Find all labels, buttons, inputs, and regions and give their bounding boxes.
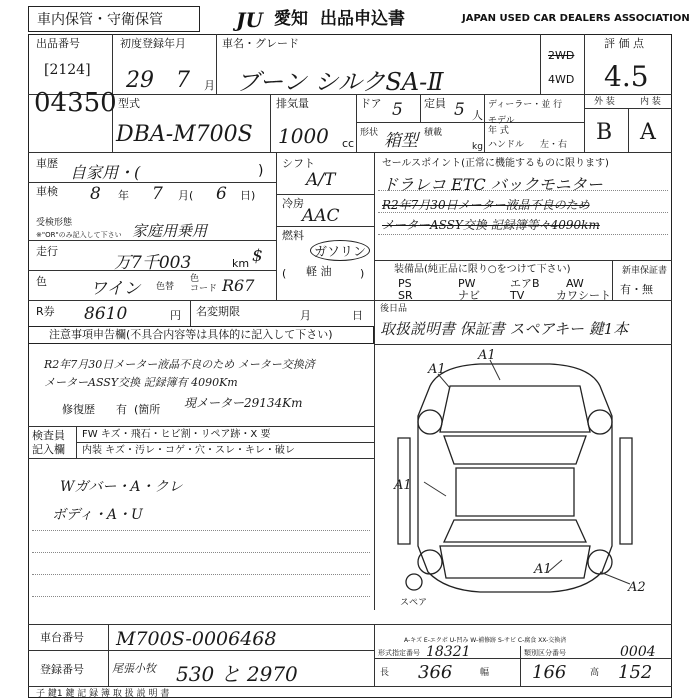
history-close: ) — [258, 163, 264, 179]
repair-label: 修復歴 — [62, 403, 95, 416]
grade-label: 評 価 点 — [604, 37, 644, 50]
shape-label: 形状 — [360, 128, 379, 138]
recycle-unit: 円 — [170, 309, 181, 322]
color-code-label2: コード — [190, 284, 218, 294]
dealer-label: ディーラー・並 行 — [488, 100, 563, 110]
checker-row2: 内装 キズ・汚レ・コゲ・穴・スレ・キレ・破レ — [82, 445, 295, 456]
equipment-label: 装備品(純正品に限り○をつけて下さい) — [394, 264, 571, 275]
height-value: 152 — [618, 662, 653, 683]
load-unit: kg — [472, 142, 483, 152]
car-name-value: ブーン シルクSA-Ⅱ — [236, 68, 444, 96]
capacity-value: 5 — [454, 100, 465, 120]
damage-mark-5: A2 — [628, 580, 646, 595]
checker-row1: FW キズ・飛石・ヒビ割・リペア跡・X 要 — [82, 429, 271, 440]
height-label: 高 — [590, 668, 600, 678]
notice-line1: R2年7月30日メーター液晶不良のため メーター交換済 — [44, 358, 315, 371]
lot-number: 04350 — [34, 88, 117, 118]
selling-points-line2: R2年7月30日メーター液晶不良のため — [382, 198, 590, 212]
displacement-label: 排気量 — [276, 97, 309, 110]
warranty-label: 新車保証書 — [622, 266, 668, 276]
width-value: 166 — [532, 662, 567, 683]
doc-title: 出品申込書 — [320, 9, 405, 29]
registration-month-unit: 月 — [204, 79, 215, 92]
chassis-value: M700S-0006468 — [116, 628, 277, 650]
fuel-paren-open: ( — [282, 267, 287, 280]
damage-mark-2: A1 — [478, 348, 496, 363]
ac-label: 冷房 — [282, 197, 304, 210]
footer-text: 子 鍵1 鍵 記 録 簿 取 扱 説 明 書 — [36, 689, 170, 699]
inspection-day: 6 — [216, 184, 227, 204]
equipment-aw: AW — [566, 277, 584, 290]
shape-value: 箱型 — [384, 131, 418, 151]
plate-label: 登録番号 — [40, 663, 84, 676]
notice-header — [28, 326, 374, 344]
damage-legend: A-キズ E-エクボ U-凹み W-補修跡 S-サビ C-腐食 XX-交換済 — [404, 637, 567, 644]
equipment-tv: TV — [510, 289, 525, 302]
color-label: 色 — [36, 275, 47, 288]
fuel-paren-close: ) — [360, 267, 365, 280]
checker-note2: ボディ・A・U — [52, 507, 143, 523]
storage-tag — [28, 6, 200, 32]
selling-points-line3: メーターASSY交換 記録簿等々4090km — [382, 218, 600, 232]
model-year-label1: モデル — [488, 116, 515, 126]
capacity-unit: 人 — [472, 109, 483, 122]
equipment-airbag: エアB — [510, 277, 540, 290]
inspection-day-unit: 日) — [240, 189, 256, 202]
damage-mark-4: A1 — [534, 562, 552, 577]
ju-logo-mark: JU — [236, 8, 263, 32]
fuel-diesel: 軽 油 — [306, 265, 332, 278]
repair-part: (箇所 — [134, 403, 161, 416]
shift-label: シフト — [282, 157, 315, 170]
cert-value: 18321 — [426, 644, 471, 660]
model-year-label2: 年 式 — [488, 126, 509, 136]
cert-label: 形式指定番号 — [378, 649, 420, 657]
interior-label: 内 装 — [640, 97, 661, 107]
color-code-label1: 色 — [190, 274, 200, 284]
inspection-month-unit: 月( — [178, 189, 194, 202]
displacement-value: 1000 — [278, 124, 329, 148]
registration-label: 初度登録年月 — [120, 37, 186, 50]
accept-note: ※"OR"のみ記入して下さい — [36, 231, 122, 239]
ac-value: AAC — [302, 206, 340, 226]
checker-label2: 記入欄 — [32, 443, 65, 456]
doors-label: ドア — [360, 97, 382, 110]
inspection-label: 車検 — [36, 185, 58, 198]
car-rear-window — [444, 520, 586, 542]
equipment-pw: PW — [458, 277, 476, 290]
selling-points-line1: ドラレコ ETC バックモニター — [382, 175, 603, 194]
lot-small-number: [2124] — [44, 62, 91, 78]
notice-line2: メーターASSY交換 記録簿有 4090Km — [44, 376, 238, 389]
storage-tag-text: 車内保管・守衛保管 — [37, 12, 163, 28]
damage-mark-1: A1 — [428, 362, 446, 377]
exterior-grade: B — [596, 120, 613, 145]
width-label: 幅 — [480, 668, 490, 678]
car-name-label: 車名・グレード — [222, 37, 299, 50]
history-label: 車歴 — [36, 157, 58, 170]
grade-value: 4.5 — [604, 60, 649, 93]
registration-year: 29 — [126, 68, 154, 93]
notice-label: 注意事項申告欄(不具合内容等は具体的に記入して下さい) — [49, 328, 333, 341]
exterior-label: 外 装 — [594, 97, 615, 107]
doors-value: 5 — [392, 100, 403, 120]
drive-4wd: 4WD — [548, 73, 575, 86]
fuel-gasoline: ガソリン — [310, 240, 370, 261]
warranty-value: 有・無 — [620, 283, 653, 296]
notice-line3: 現メーター29134Km — [184, 396, 303, 410]
wheel-front-left-icon — [418, 410, 442, 434]
equipment-sr: SR — [398, 289, 413, 302]
plate-area: 尾張小牧 — [112, 662, 156, 675]
checker-note1: Wガバー・A・クレ — [60, 479, 183, 495]
mileage-value: 万7千003 — [114, 253, 192, 273]
equipment-ps: PS — [398, 277, 412, 290]
capacity-label: 定員 — [424, 97, 446, 110]
damage-mark-3: A1 — [394, 478, 412, 493]
equipment-navi: ナビ — [458, 289, 480, 302]
wheel-rear-left-icon — [418, 550, 442, 574]
transfer-month-unit: 月 — [300, 309, 311, 322]
car-diagram — [380, 346, 670, 608]
transfer-day-unit: 日 — [352, 309, 363, 322]
transfer-label: 名変期限 — [196, 305, 240, 318]
fuel-label: 燃料 — [282, 229, 304, 242]
inspection-year: 8 — [90, 184, 101, 204]
mileage-label: 走行 — [36, 245, 58, 258]
drive-2wd: 2WD — [548, 49, 575, 62]
plate-value: 530 と 2970 — [176, 662, 298, 686]
car-trunk — [440, 546, 590, 578]
mileage-unit: km — [232, 257, 250, 270]
aftermarket-label: 後日品 — [380, 304, 408, 314]
ju-logo — [236, 8, 272, 30]
aftermarket-value: 取扱説明書 保証書 スペアキー 鍵1本 — [380, 320, 629, 338]
handle-label: ハンドル — [488, 140, 525, 150]
inspection-month: 7 — [152, 184, 163, 204]
brand-name: 愛知 — [274, 9, 308, 29]
wheel-front-right-icon — [588, 410, 612, 434]
recycle-value: 8610 — [84, 304, 128, 324]
color-code: R67 — [222, 276, 255, 295]
displacement-unit: cc — [342, 137, 355, 150]
spare-wheel-icon — [406, 574, 422, 590]
accept-label: 受検形態 — [36, 218, 73, 228]
class-label: 類別区分番号 — [524, 649, 566, 657]
inspection-year-unit: 年 — [118, 189, 129, 202]
equipment-seat: カワシート — [556, 289, 611, 302]
length-value: 366 — [418, 662, 453, 683]
car-right-side — [620, 438, 632, 544]
color-change-label: 色替 — [156, 282, 175, 292]
chassis-label: 車台番号 — [40, 631, 84, 644]
shift-value: A/T — [306, 170, 336, 190]
color-value: ワイン — [90, 279, 141, 299]
length-label: 長 — [380, 668, 390, 678]
association-name: JAPAN USED CAR DEALERS ASSOCIATION — [462, 13, 690, 24]
class-value: 0004 — [620, 644, 656, 660]
lot-label: 出品番号 — [36, 37, 80, 50]
mileage-mark: $ — [252, 246, 263, 266]
car-roof — [456, 468, 574, 516]
spare-label: スペア — [400, 598, 428, 608]
accept-value: 家庭用乗用 — [132, 222, 208, 240]
car-hood — [440, 386, 590, 432]
load-label: 積載 — [424, 128, 443, 138]
car-windshield — [444, 436, 586, 464]
selling-points-label: セールスポイント(正常に機能するものに限ります) — [382, 158, 609, 169]
recycle-label: R券 — [36, 305, 55, 318]
registration-month: 7 — [176, 68, 190, 93]
model-value: DBA-M700S — [116, 122, 253, 147]
interior-grade: A — [640, 120, 656, 145]
checker-label1: 検査員 — [32, 429, 65, 442]
wheel-rear-right-icon — [588, 550, 612, 574]
handle-options: 左・右 — [540, 140, 568, 150]
model-label: 型式 — [118, 97, 140, 110]
history-value: 自家用・( — [70, 163, 141, 182]
repair-value: 有 — [116, 403, 127, 416]
